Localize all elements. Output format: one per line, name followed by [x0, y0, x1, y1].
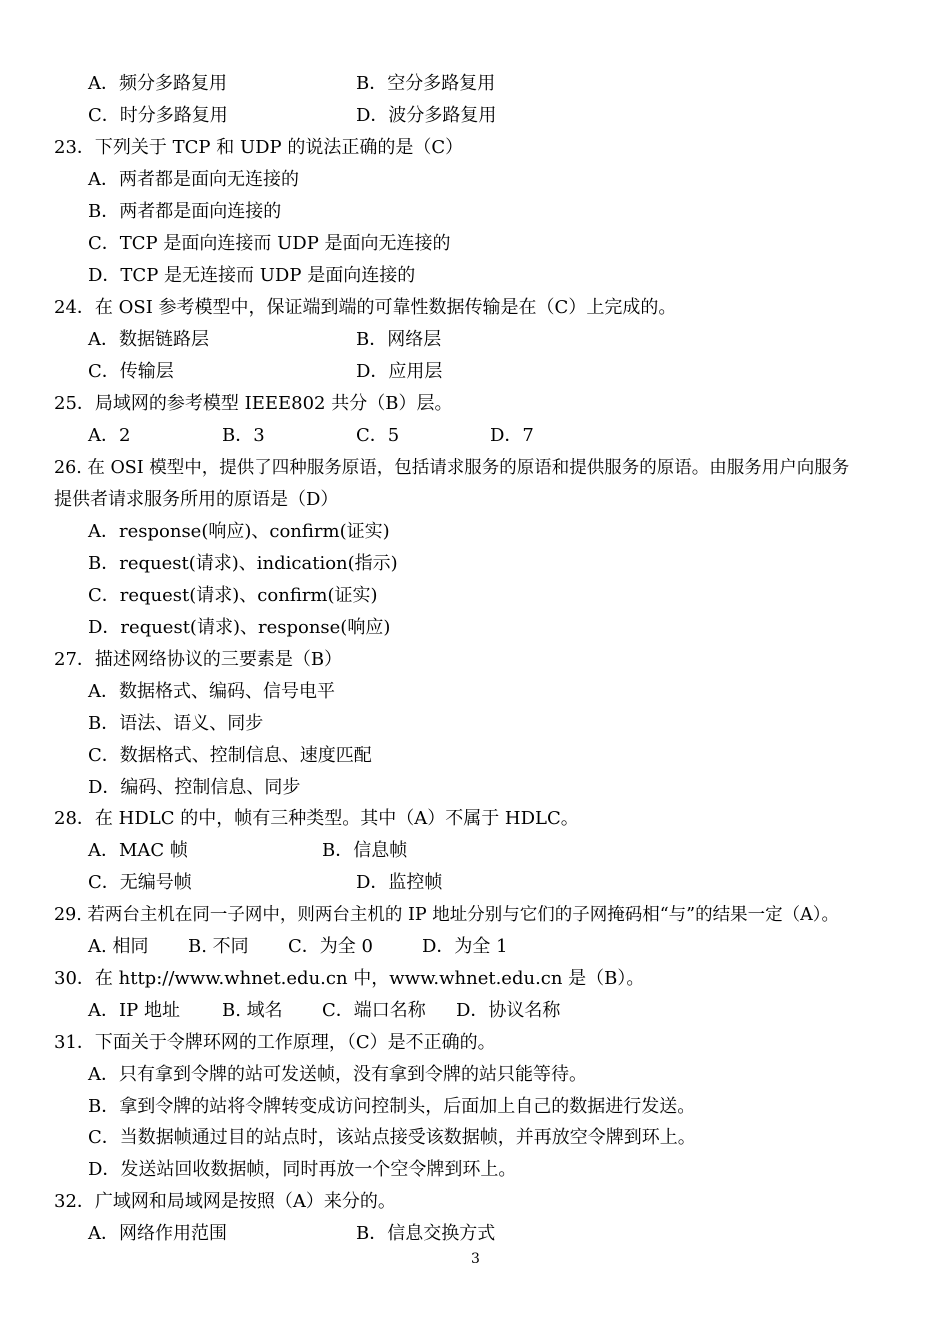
- q24-stem: 24．在 OSI 参考模型中，保证端到端的可靠性数据传输是在（C）上完成的。: [54, 297, 677, 318]
- q29-option-d: D．为全 1: [422, 936, 508, 957]
- q26-option-b: B．request(请求)、indication(指示): [88, 553, 398, 574]
- q25-option-c: C．5: [356, 425, 400, 446]
- q25-stem: 25．局域网的参考模型 IEEE802 共分（B）层。: [54, 393, 453, 414]
- q25-option-a: A．2: [88, 425, 131, 446]
- q22-option-a: A．频分多路复用: [88, 73, 227, 94]
- q31-option-a: A．只有拿到令牌的站可发送帧，没有拿到令牌的站只能等待。: [88, 1064, 587, 1085]
- q22-option-c: C．时分多路复用: [88, 105, 228, 126]
- q24-option-c: C．传输层: [88, 361, 174, 382]
- page-number: 3: [471, 1251, 480, 1267]
- q30-stem: 30．在 http://www.whnet.edu.cn 中，www.whnet.edu.cn 是（B）。: [54, 968, 645, 989]
- q29-option-a: A. 相同: [88, 936, 149, 957]
- q28-option-b: B．信息帧: [322, 840, 408, 861]
- q26-stem-line2: 提供者请求服务所用的原语是（D）: [54, 489, 339, 510]
- q24-option-a: A．数据链路层: [88, 329, 209, 350]
- q28-stem: 28．在 HDLC 的中，帧有三种类型。其中（A）不属于 HDLC。: [54, 808, 579, 829]
- q29-option-b: B. 不同: [188, 936, 249, 957]
- q30-option-d: D．协议名称: [456, 1000, 561, 1021]
- q30-option-a: A．IP 地址: [88, 1000, 180, 1021]
- q28-option-c: C．无编号帧: [88, 872, 192, 893]
- q23-option-d: D．TCP 是无连接而 UDP 是面向连接的: [88, 265, 416, 286]
- q28-option-a: A．MAC 帧: [88, 840, 188, 861]
- q31-option-c: C．当数据帧通过目的站点时，该站点接受该数据帧，并再放空令牌到环上。: [88, 1127, 696, 1148]
- q24-option-b: B．网络层: [356, 329, 442, 350]
- q22-option-d: D．波分多路复用: [356, 105, 497, 126]
- q26-option-c: C．request(请求)、confirm(证实): [88, 585, 378, 606]
- q27-option-c: C．数据格式、控制信息、速度匹配: [88, 745, 372, 766]
- q32-stem: 32．广域网和局域网是按照（A）来分的。: [54, 1191, 396, 1212]
- q29-stem: 29. 若两台主机在同一子网中，则两台主机的 IP 地址分别与它们的子网掩码相“与”的结果一定（A）。: [54, 905, 839, 925]
- q27-option-d: D．编码、控制信息、同步: [88, 777, 301, 798]
- q23-option-b: B．两者都是面向连接的: [88, 201, 282, 222]
- q27-option-b: B．语法、语义、同步: [88, 713, 264, 734]
- q30-option-c: C．端口名称: [322, 1000, 426, 1021]
- q27-option-a: A．数据格式、编码、信号电平: [88, 681, 335, 702]
- q22-option-b: B．空分多路复用: [356, 73, 496, 94]
- q23-stem: 23．下列关于 TCP 和 UDP 的说法正确的是（C）: [54, 137, 464, 158]
- q27-stem: 27．描述网络协议的三要素是（B）: [54, 649, 343, 670]
- q25-option-d: D．7: [490, 425, 534, 446]
- q23-option-c: C．TCP 是面向连接而 UDP 是面向无连接的: [88, 233, 451, 254]
- q23-option-a: A．两者都是面向无连接的: [88, 169, 299, 190]
- q26-option-d: D．request(请求)、response(响应): [88, 617, 391, 638]
- q26-stem-line1: 26. 在 OSI 模型中，提供了四种服务原语，包括请求服务的原语和提供服务的原语。由服务用户向服务: [54, 458, 850, 478]
- q31-option-d: D．发送站回收数据帧，同时再放一个空令牌到环上。: [88, 1159, 517, 1180]
- q28-option-d: D．监控帧: [356, 872, 443, 893]
- q31-stem: 31．下面关于令牌环网的工作原理，（C）是不正确的。: [54, 1032, 496, 1053]
- q32-option-b: B．信息交换方式: [356, 1223, 496, 1244]
- q31-option-b: B．拿到令牌的站将令牌转变成访问控制头，后面加上自己的数据进行发送。: [88, 1096, 696, 1117]
- q32-option-a: A．网络作用范围: [88, 1223, 227, 1244]
- q26-option-a: A．response(响应)、confirm(证实): [88, 521, 390, 542]
- q30-option-b: B. 域名: [222, 1000, 283, 1021]
- q25-option-b: B．3: [222, 425, 265, 446]
- q29-option-c: C．为全 0: [288, 936, 373, 957]
- q24-option-d: D．应用层: [356, 361, 443, 382]
